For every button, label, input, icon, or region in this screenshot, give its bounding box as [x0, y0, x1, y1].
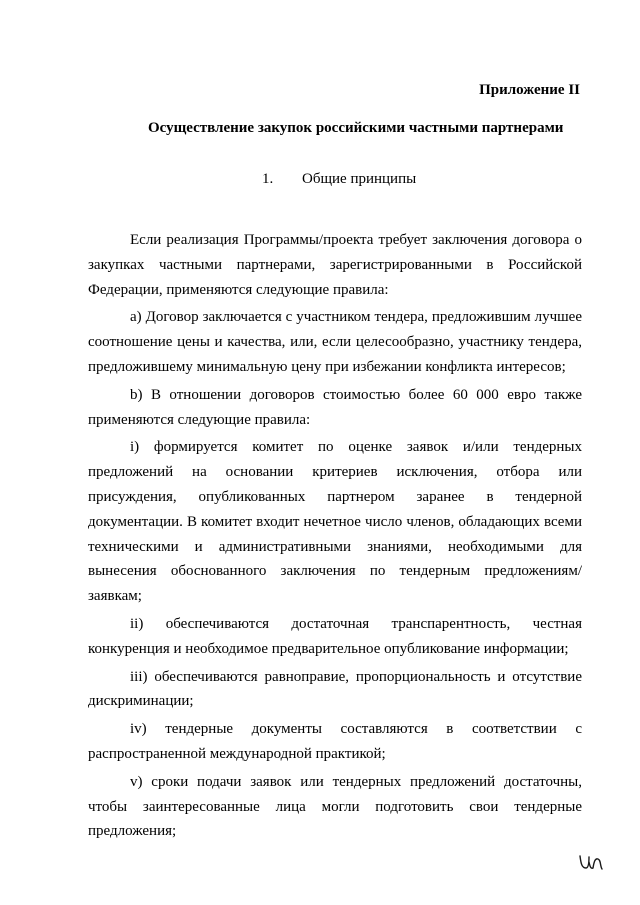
paragraph-intro: Если реализация Программы/проекта требует заключения договора о закупках частными партнерами, зарегистрированными в Российской Федерации, применяются следующие правила: [88, 232, 582, 298]
paragraph-rule-b: b) В отношении договоров стоимостью более 60 000 евро также применяются следующие правила: [88, 386, 582, 428]
document-body [88, 228, 582, 844]
section-heading [262, 171, 416, 188]
paragraph-rule-a: a) Договор заключается с участником тендера, предложившим лучшее соотношение цены и качества, или, если целесообразно, участнику тендера, предложившему минимальную цену при избежании конфликта интересов; [88, 309, 582, 375]
handwritten-initials [577, 850, 605, 874]
document-title: Осуществление закупок российскими частными партнерами [148, 120, 564, 136]
section-title: Общие принципы [302, 171, 417, 187]
paragraph-rule-iii: iii) обеспечиваются равноправие, пропорциональность и отсутствие дискриминации; [88, 668, 582, 710]
paragraph-rule-ii: ii) обеспечиваются достаточная транспарентность, честная конкуренция и необходимое предварительное опубликование информации; [88, 615, 582, 657]
paragraph-rule-iv: iv) тендерные документы составляются в соответствии с распространенной международной практикой; [88, 721, 582, 762]
appendix-label: Приложение II [479, 82, 580, 98]
paragraph-rule-v: v) сроки подачи заявок или тендерных предложений достаточны, чтобы заинтересованные лица могли подготовить свои тендерные предложения; [88, 773, 582, 840]
paragraph-rule-i: i) формируется комитет по оценке заявок и/или тендерных предложений на основании критериев исключения, отбора или присуждения, опубликованных партнером заранее в тендерной документации. В комитет входит нечетное число членов, обладающих всеми техническими и административными знаниями, необходимыми для вынесения обоснованного заключения по тендерным предложениям/заявкам; [88, 439, 582, 605]
section-number: 1. [262, 171, 274, 187]
